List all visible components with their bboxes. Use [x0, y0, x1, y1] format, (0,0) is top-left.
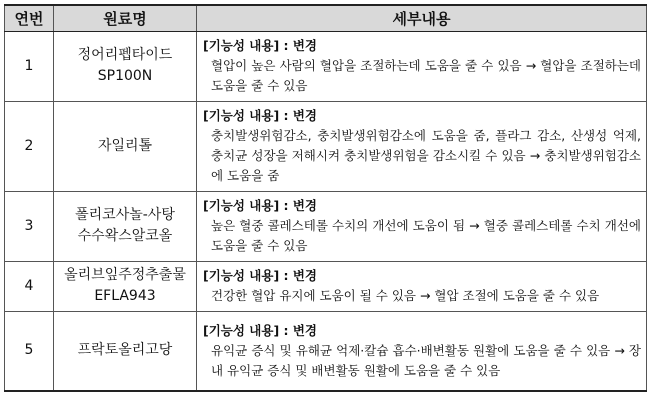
- detail-body: 높은 혈중 콜레스테롤 수치의 개선에 도움이 됨 → 혈중 콜레스테롤 수치 개선에 도움을 줄 수 있음: [211, 218, 641, 253]
- detail-heading: [기능성 내용] : 변경: [203, 322, 318, 338]
- table-header: [5, 5, 647, 31]
- row-number: 1: [5, 31, 54, 101]
- table-row: [5, 261, 647, 311]
- ingredient-change-table: [4, 4, 647, 392]
- table-row: [5, 31, 647, 101]
- ingredient-name-line: 폴리코사놀-사탕: [75, 207, 175, 223]
- detail-heading: [기능성 내용] : 변경: [203, 108, 318, 123]
- detail-body: 건강한 혈압 유지에 도움이 될 수 있음 → 혈압 조절에 도움을 줄 수 있음: [211, 288, 600, 303]
- ingredient-name-line: 수수왁스알코올: [77, 228, 173, 244]
- ingredient-name: [54, 191, 197, 261]
- detail-heading: [기능성 내용] : 변경: [203, 198, 318, 213]
- detail-body: 혈압이 높은 사람의 혈압을 조절하는데 도움을 줄 수 있음 → 혈압을 조절하는데 도움을 줄 수 있음: [211, 58, 641, 93]
- document-page: [4, 4, 646, 392]
- table-row: [5, 311, 647, 391]
- detail-cell: [197, 191, 647, 261]
- detail-body: 유익균 증식 및 유해균 억제·칼슘 흡수·배변활동 원활에 도움을 줄 수 있음 → 장내 유익균 증식 및 배변활동 원활에 도움을 줄 수 있음: [211, 342, 641, 378]
- table-row: [5, 101, 647, 191]
- detail-body: 충치발생위험감소, 충치발생위험감소에 도움을 줌, 플라그 감소, 산생성 억제, 충치균 성장을 저해시켜 충치발생위험을 감소시킬 수 있음 → 충치발생위험감소에 도움을 줌: [211, 128, 641, 183]
- row-number: 4: [5, 261, 54, 311]
- ingredient-name: [54, 311, 197, 391]
- row-number: 5: [5, 311, 54, 391]
- detail-cell: [197, 311, 647, 391]
- ingredient-name: [54, 31, 197, 101]
- ingredient-name-line: 정어리펩타이드: [77, 47, 173, 63]
- ingredient-name-line: SP100N: [97, 68, 153, 84]
- header-ingredient-name: 원료명: [54, 5, 197, 31]
- header-serial-number: 연번: [5, 5, 54, 31]
- table-body: [5, 31, 647, 391]
- ingredient-name-line: EFLA943: [94, 288, 156, 304]
- ingredient-name-line: 프락토올리고당: [77, 342, 173, 359]
- detail-heading: [기능성 내용] : 변경: [203, 38, 318, 53]
- header-details: 세부내용: [197, 5, 647, 31]
- detail-cell: [197, 101, 647, 191]
- detail-cell: [197, 31, 647, 101]
- ingredient-name-line: 자일리톨: [97, 137, 153, 154]
- ingredient-name: [54, 261, 197, 311]
- detail-cell: [197, 261, 647, 311]
- ingredient-name: [54, 101, 197, 191]
- detail-heading: [기능성 내용] : 변경: [203, 268, 318, 283]
- row-number: 3: [5, 191, 54, 261]
- ingredient-name-line: 올리브잎주정추출물: [64, 267, 186, 283]
- table-row: [5, 191, 647, 261]
- header-row: [5, 5, 647, 31]
- row-number: 2: [5, 101, 54, 191]
